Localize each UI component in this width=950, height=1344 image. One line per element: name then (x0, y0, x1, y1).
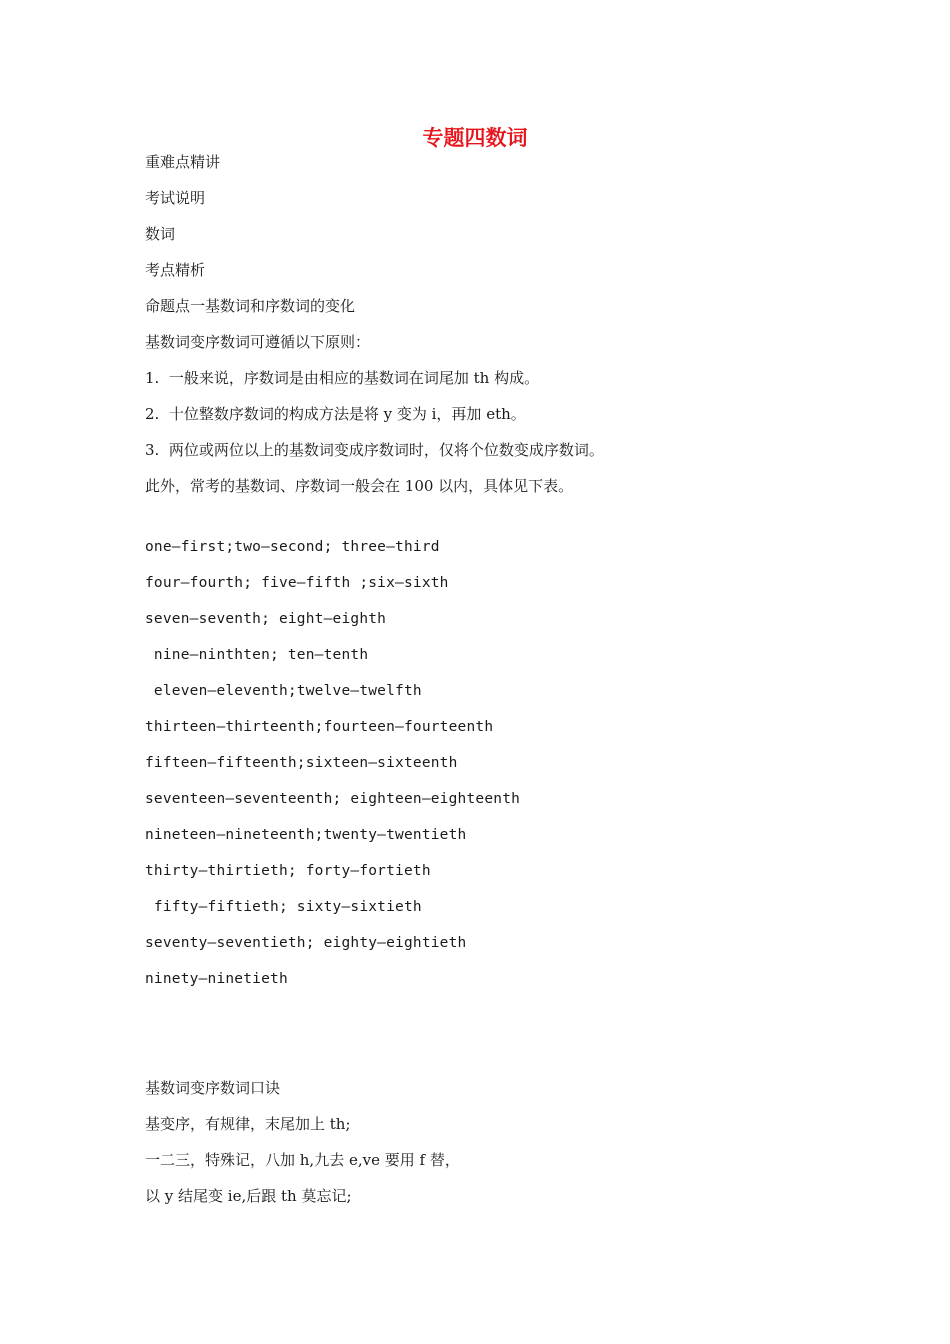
intro-line: 重难点精讲 (145, 153, 221, 171)
rhyme-line: 一二三，特殊记，八加 h,九去 e,ve 要用 f 替， (145, 1151, 460, 1169)
number-pair-line: eleven—eleventh;twelve—twelfth (145, 683, 422, 699)
intro-line: 考点精析 (145, 261, 206, 279)
intro-line: 命题点一基数词和序数词的变化 (145, 297, 356, 315)
rule-item: 1. 一般来说，序数词是由相应的基数词在词尾加 th 构成。 (145, 369, 540, 387)
rule-item: 2. 十位整数序数词的构成方法是将 y 变为 i，再加 eth。 (145, 405, 526, 423)
rule-item: 3. 两位或两位以上的基数词变成序数词时，仅将个位数变成序数词。 (145, 441, 604, 459)
number-pair-line: nineteen—nineteenth;twenty—twentieth (145, 827, 467, 843)
number-pair-line: one—first;two—second; three—third (145, 539, 440, 555)
intro-line: 考试说明 (145, 189, 206, 207)
number-pair-line: seventeen—seventeenth; eighteen—eighteenth (145, 791, 521, 807)
rhyme-line: 以 y 结尾变 ie,后跟 th 莫忘记; (145, 1187, 352, 1205)
intro-line: 此外，常考的基数词、序数词一般会在 100 以内，具体见下表。 (145, 477, 574, 495)
number-pair-line: fifteen—fifteenth;sixteen—sixteenth (145, 755, 458, 771)
intro-line: 数词 (145, 225, 176, 243)
number-pair-line: thirty—thirtieth; forty—fortieth (145, 863, 431, 879)
number-pair-line: nine—ninthten; ten—tenth (145, 647, 369, 663)
number-pair-line: four—fourth; five—fifth ;six—sixth (145, 575, 449, 591)
number-pair-line: fifty—fiftieth; sixty—sixtieth (145, 899, 422, 915)
number-pair-line: ninety—ninetieth (145, 971, 288, 987)
intro-line: 基数词变序数词可遵循以下原则： (145, 333, 371, 351)
rhyme-line: 基变序，有规律，末尾加上 th; (145, 1115, 351, 1133)
number-pair-line: seventy—seventieth; eighty—eightieth (145, 935, 467, 951)
number-pair-line: seven—seventh; eight—eighth (145, 611, 387, 627)
page-title: 专题四数词 (422, 126, 528, 150)
number-pair-line: thirteen—thirteenth;fourteen—fourteenth (145, 719, 494, 735)
rhyme-heading: 基数词变序数词口诀 (145, 1079, 281, 1097)
